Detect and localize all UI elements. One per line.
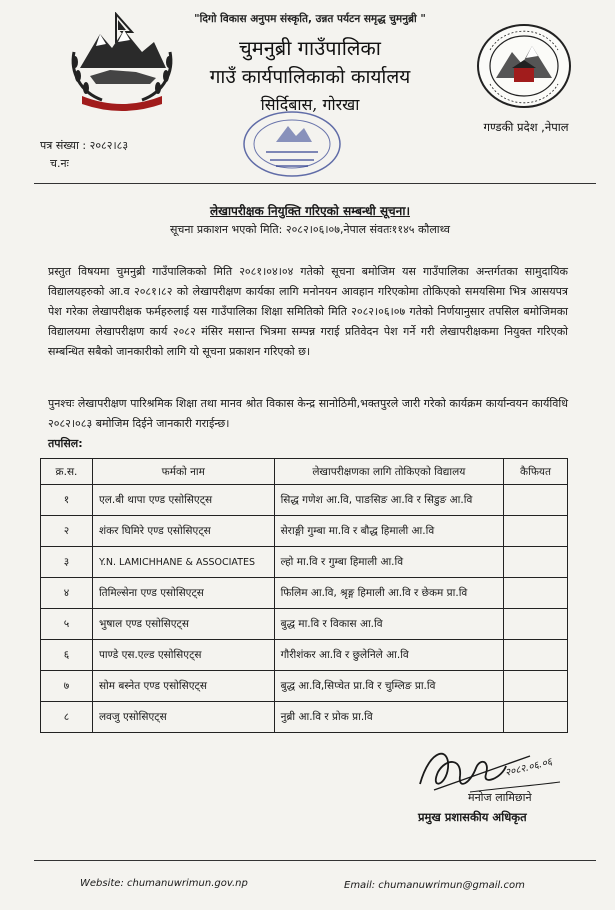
cell-school: सेराङ्गी गुम्बा मा.वि र बौद्ध हिमाली आ.वि: [274, 516, 503, 547]
office-stamp-icon: [238, 104, 346, 180]
table-row: [41, 609, 568, 640]
cell-firm: शंकर घिमिरे एण्ड एसोसिएट्स: [92, 516, 274, 547]
table-header-row: [41, 459, 568, 485]
header-remarks: कैफियत: [504, 459, 568, 485]
cell-school: फिलिम आ.वि, श्रृङ्ग हिमाली आ.वि र छेकम प्रा.वि: [274, 578, 503, 609]
dispatch-number: च.नः: [50, 157, 69, 170]
publication-date: सूचना प्रकाशन भएको मिति: २०८२।०६।०७,नेपाल संवतः११४५ कौलाथ्व: [169, 223, 450, 236]
signer-title: प्रमुख प्रशासकीय अधिकृत: [418, 810, 527, 824]
auditor-assignment-table: [40, 458, 568, 733]
handwritten-date: २०८२.०६.०६: [504, 756, 554, 779]
table-row: [41, 516, 568, 547]
table-row: [41, 671, 568, 702]
cell-serial: ७: [41, 671, 93, 702]
footer-email: Email: chumanuwrimun@gmail.com: [344, 880, 525, 891]
cell-remarks: [504, 640, 568, 671]
cell-remarks: [504, 578, 568, 609]
notice-title-text: लेखापरीक्षक नियुक्ति गरिएको सम्बन्धी सूचना।: [210, 204, 410, 218]
cell-remarks: [504, 671, 568, 702]
cell-school: बुद्ध आ.वि,सिप्चेत प्रा.वि र चुम्लिङ प्रा.वि: [274, 671, 503, 702]
cell-school: बुद्ध मा.वि र विकास आ.वि: [274, 609, 503, 640]
notice-body: प्रस्तुत विषयमा चुमनुब्री गाउँपालिकको मिति २०८१।०४।०४ गतेको सूचना बमोजिम यस गाउँपालिका अन्तर्गतका सामुदायिक विद्यालयहरुको आ.व २०८१।८२ को लेखापरीक्षण कार्यका लागि मनोनयन आवहान गरिएकोमा तोकिएको समयसिमा भित्र आसयपत्र पेश गरेका लेखापरीक्षक फर्महरुलाई यस गाउँपालिका शिक्षा समितिको मिति २०८२।०६।०७ गतेको निर्णयानुसार तपसिल बमोजिमका विद्यालयमा लेखापरीक्षण कार्य २०८२ मंसिर मसान्त भित्रमा सम्पन्न गराई प्रतिवेदन पेश गर्ने गरी लेखापरीक्षकमा नियुक्त गरिएको सम्बन्धित सबैको जानकारीको लागि यो सूचना प्रकाशन गरिएको छ।: [48, 265, 568, 358]
cell-serial: ८: [41, 702, 93, 733]
cell-firm: एल.बी थापा एण्ड एसोसिएट्स: [92, 485, 274, 516]
footer-website: Website: chumanuwrimun.gov.np: [80, 878, 248, 889]
cell-serial: २: [41, 516, 93, 547]
cell-school: गौरीशंकर आ.वि र छुलेनिले आ.वि: [274, 640, 503, 671]
table-row: [41, 485, 568, 516]
reference-number: पत्र संख्या : २०८२।८३: [40, 139, 129, 152]
notice-title: [120, 202, 500, 219]
office-location: सिर्दिबास, गोरखा: [260, 95, 360, 114]
cell-remarks: [504, 516, 568, 547]
cell-school: सिद्ध गणेश आ.वि, पाङसिङ आ.वि र सिडुङ आ.वि: [274, 485, 503, 516]
footer-divider: [34, 860, 596, 861]
cell-firm: सोम बस्नेत एण्ड एसोसिएट्स: [92, 671, 274, 702]
cell-remarks: [504, 609, 568, 640]
municipality-logo-icon: [474, 22, 574, 110]
header-firm: फर्मको नाम: [92, 459, 274, 485]
cell-firm: Y.N. LAMICHHANE & ASSOCIATES: [92, 547, 274, 578]
office-name: गाउँ कार्यपालिकाको कार्यालय: [209, 66, 411, 88]
cell-serial: १: [41, 485, 93, 516]
cell-firm: पाण्डे एस.एल्ड एसोसिएट्स: [92, 640, 274, 671]
table-row: [41, 578, 568, 609]
header-serial: क्र.स.: [41, 459, 93, 485]
cell-firm: तिमिल्सेना एण्ड एसोसिएट्स: [92, 578, 274, 609]
notice-postscript: पुनश्चः लेखापरीक्षण पारिश्रमिक शिक्षा तथा मानव श्रोत विकास केन्द्र सानोठिमी,भक्तपुरले जारी गरेको कार्यक्रम कार्यान्वयन कार्यविधि २०८२।०८३ बमोजिम दिईने जानकारी गराईन्छ।: [48, 397, 568, 430]
cell-remarks: [504, 547, 568, 578]
cell-serial: ६: [41, 640, 93, 671]
table-row: [41, 547, 568, 578]
cell-firm: भुषाल एण्ड एसोसिएट्स: [92, 609, 274, 640]
header-divider: [34, 183, 596, 184]
header-school: लेखापरीक्षणका लागि तोकिएको विद्यालय: [274, 459, 503, 485]
cell-school: नुब्री आ.वि र प्रोक प्रा.वि: [274, 702, 503, 733]
province: गण्डकी प्रदेश ,नेपाल: [483, 120, 569, 134]
cell-serial: ३: [41, 547, 93, 578]
cell-serial: ४: [41, 578, 93, 609]
cell-remarks: [504, 485, 568, 516]
slogan: "दिगो विकास अनुपम संस्कृति, उन्नत पर्यटन समृद्ध चुमनुब्री ": [194, 13, 426, 25]
municipality-name: चुमनुब्री गाउँपालिका: [239, 36, 381, 60]
cell-serial: ५: [41, 609, 93, 640]
signer-name: मनोज लामिछाने: [468, 791, 532, 804]
schedule-label: तपसिल:: [48, 437, 83, 450]
cell-firm: लवजु एसोसिएट्स: [92, 702, 274, 733]
table-row: [41, 640, 568, 671]
cell-school: ल्हो मा.वि र गुम्बा हिमाली आ.वि: [274, 547, 503, 578]
